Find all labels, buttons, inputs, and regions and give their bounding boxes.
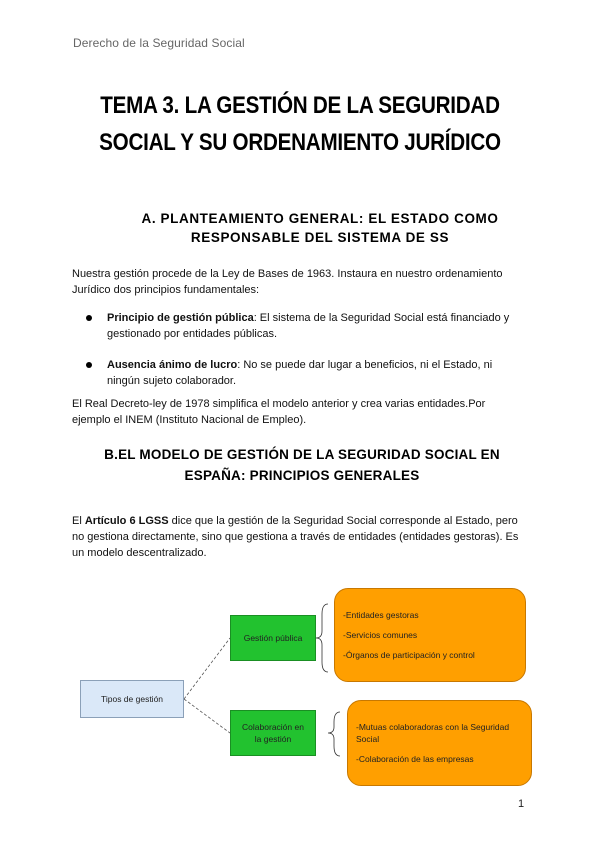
node-label: Tipos de gestión: [100, 694, 164, 704]
list-item: -Entidades gestoras: [343, 610, 419, 620]
bullet-term: Ausencia ánimo de lucro: [107, 359, 238, 371]
node-tipos-de-gestion: [80, 680, 184, 718]
bullet-term: Principio de gestión pública: [107, 312, 254, 324]
list-item: -Servicios comunes: [343, 630, 418, 640]
list-item-line-1: -Mutuas colaboradoras con la Seguridad: [356, 722, 510, 732]
bullet-icon: [86, 315, 92, 321]
bullet-text-continued: ningún sujeto colaborador.: [107, 375, 237, 387]
connector-root-public: [184, 638, 230, 699]
section-a-heading-line-1: A. PLANTEAMIENTO GENERAL: EL ESTADO COMO: [141, 211, 499, 226]
node-public-items: [334, 588, 526, 682]
para-line-3: un modelo descentralizado.: [72, 547, 207, 559]
para-line-1: dice que la gestión de la Seguridad Social corresponde al Estado, pero: [168, 515, 518, 527]
list-item: [72, 310, 532, 342]
title-line-2: SOCIAL Y SU ORDENAMIENTO JURÍDICO: [99, 129, 501, 156]
para-prefix: El: [72, 515, 85, 527]
intro-line-2: Jurídico dos principios fundamentales:: [72, 284, 260, 296]
list-item: [356, 721, 509, 745]
brace-collab: [328, 712, 340, 756]
node-gestion-publica: [230, 615, 316, 661]
section-b-heading: [72, 444, 532, 486]
list-item-line-2: Social: [356, 734, 380, 744]
document-title: [94, 87, 507, 161]
section-a-heading-line-2: RESPONSABLE DEL SISTEMA DE SS: [190, 230, 450, 245]
brace-public: [316, 604, 328, 672]
bullet-icon: [86, 362, 92, 368]
article-reference: Artículo 6 LGSS: [84, 515, 169, 527]
section-b-paragraph: [72, 513, 532, 561]
section-b-heading-line-2: ESPAÑA: PRINCIPIOS GENERALES: [184, 468, 420, 483]
title-line-1: TEMA 3. LA GESTIÓN DE LA SEGURIDAD: [100, 92, 500, 119]
node-colaboracion: [230, 710, 316, 756]
section-b-heading-line-1: B.EL MODELO DE GESTIÓN DE LA SEGURIDAD SOCIAL EN: [104, 447, 500, 462]
bullet-text: : No se puede dar lugar a beneficios, ni el Estado, ni: [237, 359, 493, 371]
section-a-heading: [100, 209, 540, 247]
node-label-line-2: la gestión: [254, 734, 292, 744]
principles-list: [72, 310, 532, 404]
running-header: Derecho de la Seguridad Social: [73, 36, 245, 50]
list-item: -Colaboración de las empresas: [356, 754, 474, 764]
closing-line-2: ejemplo el INEM (Instituto Nacional de Empleo).: [72, 414, 307, 426]
node-label-line-1: Colaboración en: [242, 722, 304, 732]
section-a-closing: [72, 396, 532, 428]
closing-line-1: El Real Decreto-ley de 1978 simplifica el modelo anterior y crea varias entidades.Por: [72, 398, 486, 410]
bullet-text-continued: gestionado por entidades públicas.: [107, 328, 278, 340]
node-collab-items: [347, 700, 532, 786]
node-label: Gestión pública: [243, 633, 303, 643]
list-item: [72, 357, 532, 389]
connector-root-collab: [184, 699, 230, 733]
para-line-2: no gestiona directamente, sino que gestiona a través de entidades (entidades gestoras). Es: [72, 531, 519, 543]
bullet-text: : El sistema de la Seguridad Social está financiado y: [253, 312, 510, 324]
section-a-intro: [72, 266, 532, 298]
list-item: -Órganos de participación y control: [343, 650, 475, 660]
page-number: 1: [518, 798, 525, 810]
intro-line-1: Nuestra gestión procede de la Ley de Bases de 1963. Instaura en nuestro ordenamiento: [72, 268, 503, 280]
